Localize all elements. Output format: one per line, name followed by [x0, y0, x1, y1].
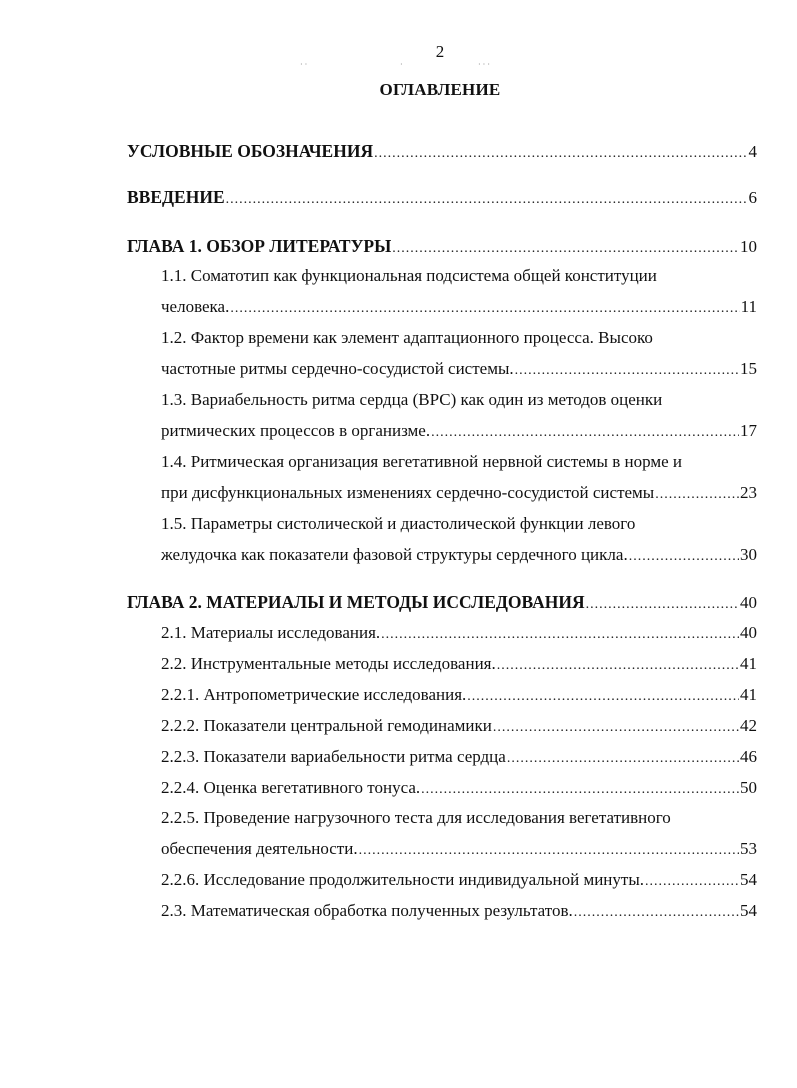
toc-entry-label: частотные ритмы сердечно-сосудистой системы.: [161, 359, 514, 378]
toc-entry-page: 6: [748, 188, 757, 207]
toc-entry-2-2-6[interactable]: [161, 870, 757, 890]
dot-leader: [493, 720, 739, 736]
toc-entry-2-2-3[interactable]: [161, 747, 757, 767]
toc-entry-label: 2.2.6. Исследование продолжительности индивидуальной минуты.: [161, 870, 644, 889]
toc-entry-page: 23: [740, 483, 757, 502]
toc-entry-label: 2.2.3. Показатели вариабельности ритма сердца: [161, 747, 506, 766]
toc-entry-abbreviations[interactable]: [127, 141, 757, 162]
dot-leader: [421, 782, 739, 798]
scan-artifact: ·: [400, 60, 403, 69]
dot-leader: [381, 627, 739, 643]
toc-entry-2-2-4[interactable]: [161, 778, 757, 798]
dot-leader: [515, 363, 739, 379]
dot-leader: [374, 146, 747, 162]
toc-entry-1-2[interactable]: [161, 359, 757, 379]
dot-leader: [359, 843, 739, 859]
toc-entry-label: 2.1. Материалы исследования.: [161, 623, 381, 642]
dot-leader: [230, 301, 739, 317]
toc-entry-label: 2.3. Математическая обработка полученных результатов.: [161, 901, 573, 920]
toc-entry-2-2-1[interactable]: [161, 685, 757, 705]
toc-entry-page: 17: [740, 421, 757, 440]
page-title: ОГЛАВЛЕНИЕ: [379, 80, 501, 99]
toc-entry-1-5-first-line[interactable]: 1.5. Параметры систолической и диастолической функции левого: [161, 514, 636, 533]
toc-entry-page: 42: [740, 716, 757, 735]
dot-leader: [431, 425, 739, 441]
scan-artifact: · ·: [300, 60, 308, 69]
toc-entry-1-3[interactable]: [161, 421, 757, 441]
page-number: 2: [435, 42, 445, 61]
toc-entry-page: 41: [740, 685, 757, 704]
toc-entry-introduction[interactable]: [127, 187, 757, 208]
toc-entry-2-2-5-first-line[interactable]: 2.2.5. Проведение нагрузочного теста для исследования вегетативного: [161, 808, 671, 827]
toc-entry-page: 11: [740, 297, 757, 316]
toc-entry-page: 4: [748, 142, 757, 161]
toc-entry-1-5[interactable]: [161, 545, 757, 565]
toc-entry-label: 2.2.4. Оценка вегетативного тонуса.: [161, 778, 421, 797]
toc-entry-page: 54: [740, 870, 757, 889]
toc-entry-page: 30: [740, 545, 757, 564]
dot-leader: [226, 192, 748, 208]
toc-entry-2-3[interactable]: [161, 901, 757, 921]
toc-entry-label: 2.2. Инструментальные методы исследования.: [161, 654, 496, 673]
dot-leader: [645, 874, 739, 890]
toc-entry-2-2[interactable]: [161, 654, 757, 674]
toc-entry-1-2-first-line[interactable]: 1.2. Фактор времени как элемент адаптационного процесса. Высоко: [161, 328, 653, 347]
toc-entry-1-4[interactable]: [161, 483, 757, 503]
toc-entry-chapter-1[interactable]: [127, 236, 757, 257]
toc-entry-chapter-2[interactable]: [127, 592, 757, 613]
dot-leader: [467, 689, 739, 705]
toc-entry-page: 46: [740, 747, 757, 766]
toc-entry-label: 2.2.2. Показатели центральной гемодинамики: [161, 716, 492, 735]
dot-leader: [655, 487, 739, 503]
scan-artifact: · · ·: [478, 60, 490, 69]
toc-entry-label: 2.2.1. Антропометрические исследования.: [161, 685, 467, 704]
dot-leader: [574, 905, 739, 921]
toc-entry-label: человека.: [161, 297, 230, 316]
dot-leader: [586, 597, 739, 613]
toc-entry-2-2-2[interactable]: [161, 716, 757, 736]
toc-entry-2-2-5[interactable]: [161, 839, 757, 859]
toc-entry-label: ГЛАВА 2. МАТЕРИАЛЫ И МЕТОДЫ ИССЛЕДОВАНИЯ: [127, 592, 585, 612]
toc-entry-1-4-first-line[interactable]: 1.4. Ритмическая организация вегетативной нервной системы в норме и: [161, 452, 682, 471]
dot-leader: [629, 549, 739, 565]
toc-entry-page: 41: [740, 654, 757, 673]
dot-leader: [497, 658, 739, 674]
toc-entry-page: 15: [740, 359, 757, 378]
toc-entry-page: 40: [740, 623, 757, 642]
toc-entry-label: УСЛОВНЫЕ ОБОЗНАЧЕНИЯ: [127, 141, 374, 161]
toc-entry-page: 40: [740, 593, 757, 612]
dot-leader: [392, 241, 739, 257]
toc-entry-label: обеспечения деятельности.: [161, 839, 358, 858]
toc-entry-label: желудочка как показатели фазовой структуры сердечного цикла.: [161, 545, 628, 564]
dot-leader: [507, 751, 739, 767]
toc-entry-2-1[interactable]: [161, 623, 757, 643]
toc-entry-label: ВВЕДЕНИЕ: [127, 187, 225, 207]
toc-entry-page: 10: [740, 237, 757, 256]
toc-entry-label: ГЛАВА 1. ОБЗОР ЛИТЕРАТУРЫ: [127, 236, 392, 256]
toc-entry-page: 50: [740, 778, 757, 797]
toc-entry-page: 53: [740, 839, 757, 858]
toc-entry-1-3-first-line[interactable]: 1.3. Вариабельность ритма сердца (ВРС) как один из методов оценки: [161, 390, 663, 409]
toc-entry-1-1-first-line[interactable]: 1.1. Соматотип как функциональная подсистема общей конституции: [161, 266, 657, 285]
toc-entry-1-1[interactable]: [161, 297, 757, 317]
toc-entry-page: 54: [740, 901, 757, 920]
toc-entry-label: при дисфункциональных изменениях сердечно-сосудистой системы: [161, 483, 655, 502]
toc-entry-label: ритмических процессов в организме.: [161, 421, 431, 440]
